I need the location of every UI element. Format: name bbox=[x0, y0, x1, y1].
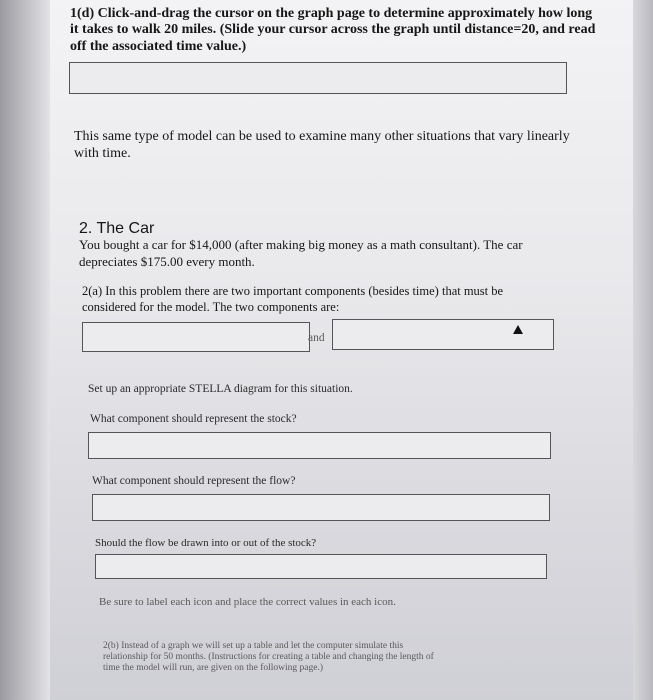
component-2-field[interactable] bbox=[332, 319, 554, 350]
q1d-line3: off the associated time value.) bbox=[70, 39, 247, 54]
stock-question: What component should represent the stock? bbox=[90, 413, 297, 425]
car-line1: You bought a car for $14,000 (after making big money as a math consultant). The car bbox=[79, 237, 523, 252]
q1d-answer-field[interactable] bbox=[69, 62, 567, 94]
same-model-line1: This same type of model can be used to examine many other situations that vary linearly bbox=[74, 129, 570, 144]
same-model-line2: with time. bbox=[74, 146, 131, 161]
q2a-line1: 2(a) In this problem there are two important components (besides time) that must be bbox=[82, 284, 504, 298]
q2b-line1: 2(b) Instead of a graph we will set up a table and let the computer simulate this bbox=[103, 641, 404, 651]
direction-question: Should the flow be drawn into or out of the stock? bbox=[95, 537, 317, 549]
page-shadow-right bbox=[633, 0, 653, 700]
stella-setup-text: Set up an appropriate STELLA diagram for this situation. bbox=[88, 383, 353, 395]
direction-answer-field[interactable] bbox=[95, 554, 547, 579]
and-label: and bbox=[308, 332, 325, 344]
q1d-line2: it takes to walk 20 miles. (Slide your cursor across the graph until distance=20, and read bbox=[70, 22, 596, 37]
q2b-line2: relationship for 50 months. (Instructions for creating a table and changing the length of bbox=[103, 652, 434, 662]
component-1-field[interactable] bbox=[82, 322, 310, 352]
q2b-line3: time the model will run, are given on the following page.) bbox=[103, 663, 324, 673]
q2a-line2: considered for the model. The two components are: bbox=[82, 300, 340, 314]
cursor-arrow-icon bbox=[513, 325, 523, 334]
stock-answer-field[interactable] bbox=[88, 432, 551, 459]
flow-answer-field[interactable] bbox=[92, 494, 550, 521]
flow-question: What component should represent the flow? bbox=[92, 475, 296, 487]
label-note: Be sure to label each icon and place the correct values in each icon. bbox=[99, 596, 396, 608]
car-heading: 2. The Car bbox=[79, 220, 155, 237]
page-shadow-left bbox=[0, 0, 52, 700]
car-line2: depreciates $175.00 every month. bbox=[79, 254, 255, 269]
q1d-line1: 1(d) Click-and-drag the cursor on the graph page to determine approximately how long bbox=[70, 6, 593, 21]
